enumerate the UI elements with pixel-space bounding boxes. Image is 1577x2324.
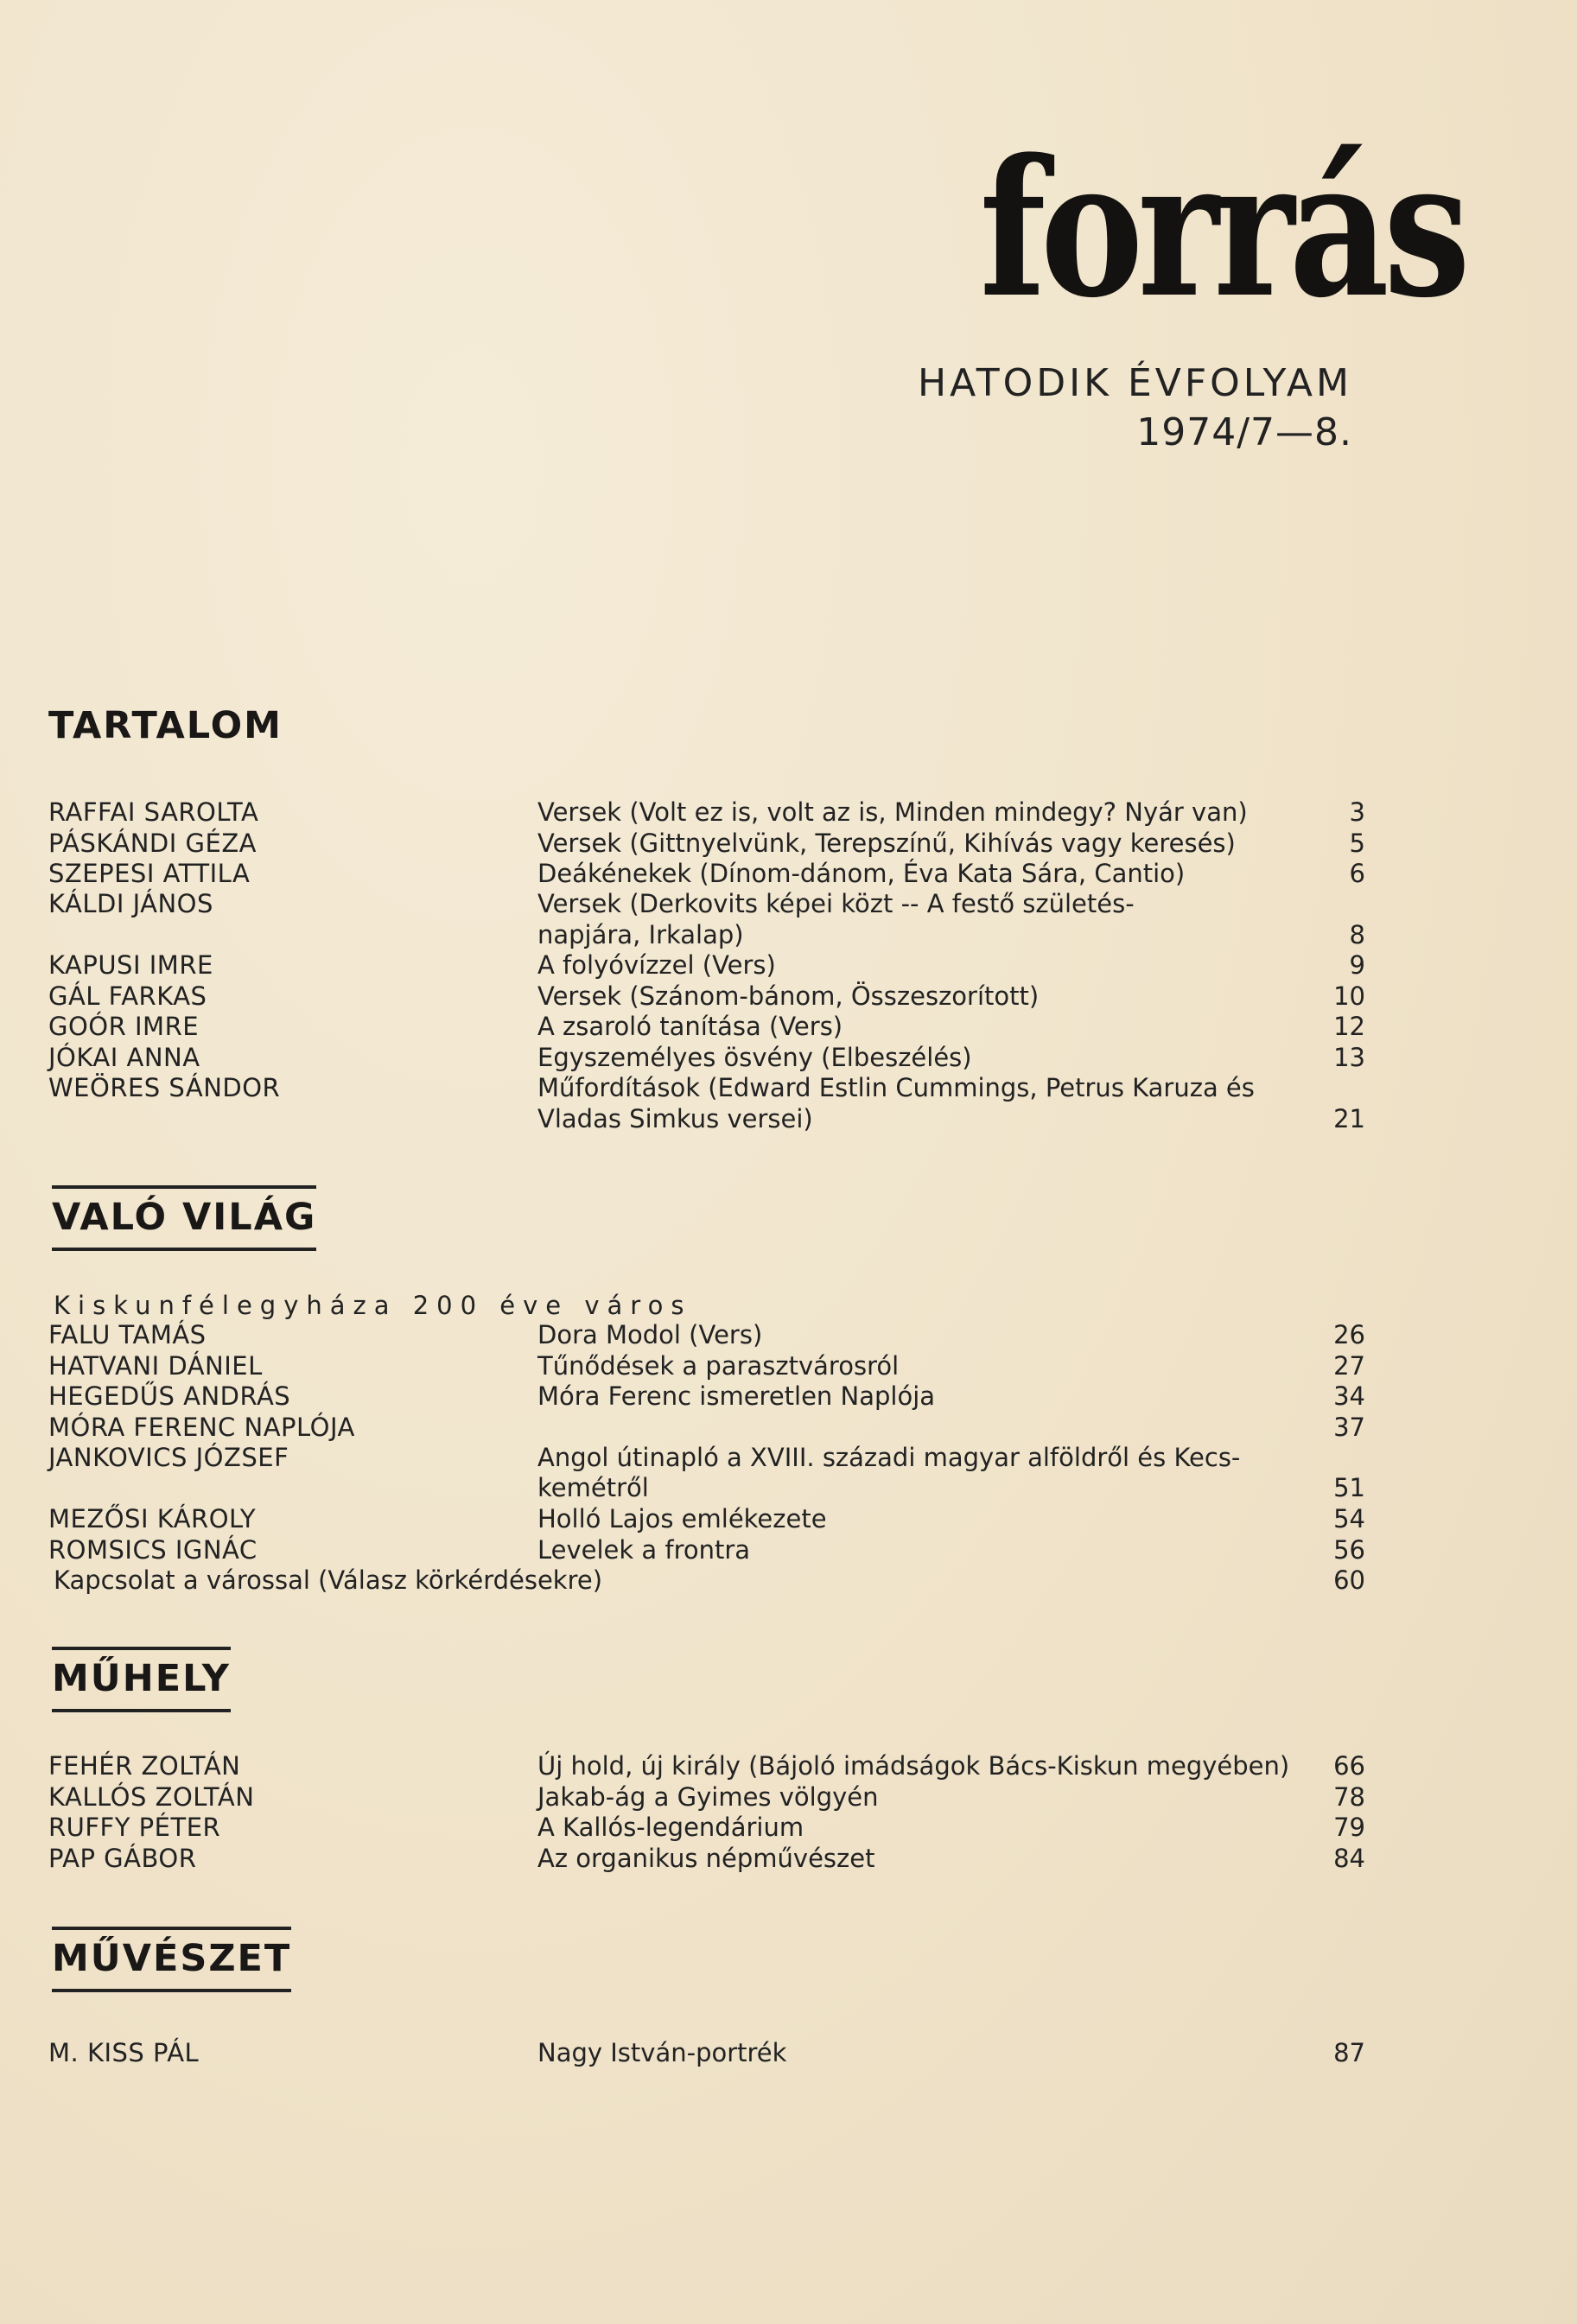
entry-title: Az organikus népművészet (537, 1844, 875, 1873)
entry-page: 27 (1333, 1351, 1365, 1381)
entry-page: 56 (1333, 1535, 1365, 1565)
toc-entry (0, 1504, 1577, 1533)
entry-author: ROMSICS IGNÁC (48, 1535, 258, 1565)
toc-entry-continued (0, 1473, 1577, 1502)
toc-entry (0, 1320, 1577, 1349)
toc-entry (0, 950, 1577, 980)
entry-page: 5 (1349, 829, 1365, 858)
entry-title-continued: kemétről (537, 1473, 649, 1502)
toc-entry (0, 1012, 1577, 1041)
entry-author: WEÖRES SÁNDOR (48, 1073, 281, 1102)
entry-author: PÁSKÁNDI GÉZA (48, 829, 258, 858)
entry-author: GOÓR IMRE (48, 1012, 200, 1041)
toc-entry (0, 1782, 1577, 1812)
entry-author: KAPUSI IMRE (48, 950, 213, 980)
entry-page: 54 (1333, 1504, 1365, 1533)
entry-title: Tűnődések a parasztvárosról (537, 1351, 900, 1381)
toc-entry (0, 1443, 1577, 1472)
toc-entry (0, 829, 1577, 858)
entry-page: 6 (1349, 859, 1365, 888)
entry-author: M. KISS PÁL (48, 2038, 200, 2067)
toc-entry-continued (0, 1104, 1577, 1133)
entry-title: Deákénekek (Dínom-dánom, Éva Kata Sára, Cantio) (537, 859, 1186, 888)
entry-title: Versek (Derkovits képei közt -- A festő születés- (537, 889, 1135, 918)
issue-label: 1974/7—8. (1136, 410, 1352, 454)
entry-page: 10 (1333, 981, 1365, 1011)
toc-entry (0, 1751, 1577, 1781)
entry-title: Új hold, új király (Bájoló imádságok Bács-Kiskun megyében) (537, 1751, 1290, 1781)
entry-page: 84 (1333, 1844, 1365, 1873)
toc-entry (0, 1351, 1577, 1381)
entry-page: 78 (1333, 1782, 1365, 1812)
entry-author: KALLÓS ZOLTÁN (48, 1782, 255, 1812)
entry-author: MEZŐSI KÁROLY (48, 1504, 257, 1533)
entry-title: Angol útinapló a XVIII. századi magyar alföldről és Kecs- (537, 1443, 1241, 1472)
volume-label: HATODIK ÉVFOLYAM (917, 361, 1352, 405)
entry-title: Egyszemélyes ösvény (Elbeszélés) (537, 1043, 972, 1072)
entry-title: Versek (Szánom-bánom, Összeszorított) (537, 981, 1040, 1011)
entry-title: Holló Lajos emlékezete (537, 1504, 827, 1533)
section-subtitle-text: Kiskunfélegyháza 200 éve város (54, 1291, 692, 1320)
toc-entry (0, 1381, 1577, 1411)
entry-author: GÁL FARKAS (48, 981, 207, 1011)
section-title-tartalom: TARTALOM (48, 704, 283, 747)
entry-page: 37 (1333, 1413, 1365, 1442)
toc-entry (0, 889, 1577, 918)
entry-title: Kapcsolat a várossal (Válasz körkérdésekre) (54, 1565, 603, 1595)
entry-page: 66 (1333, 1751, 1365, 1781)
entry-title: Móra Ferenc ismeretlen Naplója (537, 1381, 936, 1411)
entry-page: 8 (1349, 920, 1365, 949)
toc-entry (0, 1844, 1577, 1873)
entry-title: Levelek a frontra (537, 1535, 751, 1565)
entry-title: A Kallós-legendárium (537, 1813, 804, 1842)
toc-entry (0, 1565, 1577, 1595)
section-subtitle (0, 1291, 1577, 1320)
entry-page: 26 (1333, 1320, 1365, 1349)
entry-author: RAFFAI SAROLTA (48, 797, 259, 827)
toc-entry (0, 1535, 1577, 1565)
entry-title: A zsaroló tanítása (Vers) (537, 1012, 843, 1041)
entry-author: SZEPESI ATTILA (48, 859, 251, 888)
section-title-muhely: MŰHELY (52, 1647, 231, 1712)
entry-title: Versek (Gittnyelvünk, Terepszínű, Kihívás vagy keresés) (537, 829, 1236, 858)
entry-author: FALU TAMÁS (48, 1320, 207, 1349)
entry-author: PAP GÁBOR (48, 1844, 197, 1873)
entry-title: Jakab-ág a Gyimes völgyén (537, 1782, 879, 1812)
entry-author: MÓRA FERENC NAPLÓJA (48, 1413, 355, 1442)
section-title-valo-vilag: VALÓ VILÁG (52, 1185, 316, 1251)
entry-title: Versek (Volt ez is, volt az is, Minden mindegy? Nyár van) (537, 797, 1248, 827)
entry-page: 9 (1349, 950, 1365, 980)
entry-author: JÓKAI ANNA (48, 1043, 200, 1072)
entry-title: Nagy István-portrék (537, 2038, 787, 2067)
toc-entry (0, 1073, 1577, 1102)
entry-author: FEHÉR ZOLTÁN (48, 1751, 241, 1781)
toc-entry (0, 797, 1577, 827)
entry-page: 34 (1333, 1381, 1365, 1411)
entry-page: 21 (1333, 1104, 1365, 1133)
toc-entry (0, 859, 1577, 888)
toc-entry (0, 1413, 1577, 1442)
entry-author: RUFFY PÉTER (48, 1813, 221, 1842)
entry-page: 12 (1333, 1012, 1365, 1041)
entry-page: 51 (1333, 1473, 1365, 1502)
toc-entry-continued (0, 920, 1577, 949)
entry-author: HEGEDŰS ANDRÁS (48, 1381, 291, 1411)
entry-page: 79 (1333, 1813, 1365, 1842)
entry-page: 60 (1333, 1565, 1365, 1595)
entry-page: 3 (1349, 797, 1365, 827)
entry-title-continued: napjára, Irkalap) (537, 920, 744, 949)
toc-entry (0, 2038, 1577, 2067)
entry-title: Műfordítások (Edward Estlin Cummings, Petrus Karuza és (537, 1073, 1255, 1102)
entry-page: 13 (1333, 1043, 1365, 1072)
entry-author: KÁLDI JÁNOS (48, 889, 213, 918)
entry-title: Dora Modol (Vers) (537, 1320, 763, 1349)
toc-entry (0, 1813, 1577, 1842)
toc-entry (0, 981, 1577, 1011)
section-title-muveszet: MŰVÉSZET (52, 1927, 291, 1992)
entry-author: HATVANI DÁNIEL (48, 1351, 263, 1381)
entry-title: A folyóvízzel (Vers) (537, 950, 776, 980)
entry-author: JANKOVICS JÓZSEF (48, 1443, 289, 1472)
toc-entry (0, 1043, 1577, 1072)
entry-page: 87 (1333, 2038, 1365, 2067)
journal-logo: forrás (979, 118, 1466, 340)
entry-title-continued: Vladas Simkus versei) (537, 1104, 813, 1133)
